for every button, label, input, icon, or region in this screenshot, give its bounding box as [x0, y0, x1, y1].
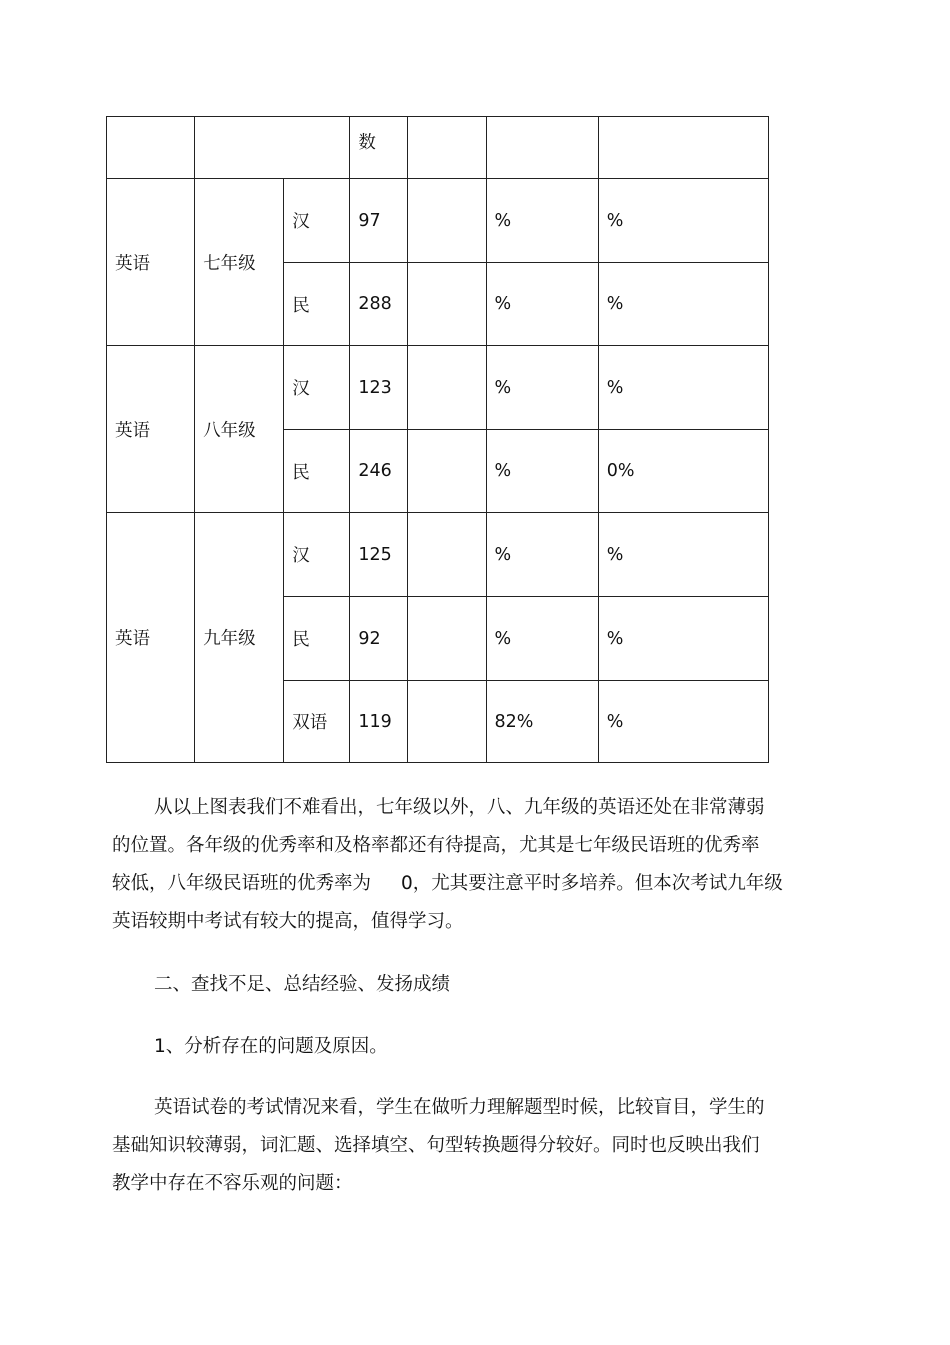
- rate-cell: 82%: [486, 681, 598, 763]
- rate-cell: 0%: [598, 430, 768, 513]
- table-cell: [107, 117, 195, 179]
- count-cell: 97: [350, 179, 408, 263]
- class-cell: 民: [284, 263, 350, 346]
- subsection-heading: 1、分析存在的问题及原因。: [154, 1036, 388, 1057]
- subject-cell: 英语: [107, 346, 195, 513]
- paragraph-line: 从以上图表我们不难看出，七年级以外，八、九年级的英语还处在非常薄弱: [154, 797, 765, 818]
- rate-cell: [408, 179, 486, 263]
- paragraph-line: 教学中存在不容乐观的问题：: [112, 1173, 353, 1194]
- subject-cell: 英语: [107, 513, 195, 763]
- class-cell: 民: [284, 430, 350, 513]
- paragraph-line: [112, 865, 812, 903]
- rate-cell: %: [486, 513, 598, 597]
- rate-cell: [408, 681, 486, 763]
- paragraph-text: 0，尤其要注意平时多培养。但本次考试九年级: [401, 873, 783, 894]
- count-cell: 92: [350, 597, 408, 681]
- rate-cell: %: [486, 346, 598, 430]
- count-cell: 246: [350, 430, 408, 513]
- paragraph-line: 的位置。各年级的优秀率和及格率都还有待提高，尤其是七年级民语班的优秀率: [112, 835, 760, 856]
- class-cell: 汉: [284, 179, 350, 263]
- subject-cell: 英语: [107, 179, 195, 346]
- count-cell: 288: [350, 263, 408, 346]
- class-cell: 汉: [284, 513, 350, 597]
- rate-cell: %: [598, 681, 768, 763]
- rate-cell: [408, 430, 486, 513]
- table-cell: [598, 117, 768, 179]
- paragraph-line: 英语较期中考试有较大的提高，值得学习。: [112, 911, 464, 932]
- table-row: [107, 179, 769, 263]
- rate-cell: %: [598, 346, 768, 430]
- table-cell: [486, 117, 598, 179]
- rate-cell: %: [598, 597, 768, 681]
- grade-cell: 九年级: [195, 513, 284, 763]
- count-cell: 119: [350, 681, 408, 763]
- paragraph-line: 基础知识较薄弱，词汇题、选择填空、句型转换题得分较好。同时也反映出我们: [112, 1135, 760, 1156]
- class-cell: 汉: [284, 346, 350, 430]
- rate-cell: %: [598, 263, 768, 346]
- class-cell: 民: [284, 597, 350, 681]
- paragraph-text: 较低，八年级民语班的优秀率为: [112, 873, 372, 894]
- count-cell: 123: [350, 346, 408, 430]
- rate-cell: %: [486, 179, 598, 263]
- table-row: [107, 346, 769, 430]
- score-table: [106, 116, 769, 763]
- table-header-cell: 数: [350, 117, 408, 179]
- grade-cell: 七年级: [195, 179, 284, 346]
- paragraph-line: 英语试卷的考试情况来看，学生在做听力理解题型时候，比较盲目，学生的: [154, 1097, 765, 1118]
- rate-cell: %: [598, 513, 768, 597]
- class-cell: 双语: [284, 681, 350, 763]
- count-cell: 125: [350, 513, 408, 597]
- problem-paragraph: [112, 1089, 812, 1203]
- rate-cell: %: [486, 430, 598, 513]
- rate-cell: [408, 513, 486, 597]
- rate-cell: %: [598, 179, 768, 263]
- rate-cell: %: [486, 597, 598, 681]
- analysis-paragraph: [112, 789, 812, 941]
- rate-cell: [408, 263, 486, 346]
- table-header-row: [107, 117, 769, 179]
- rate-cell: %: [486, 263, 598, 346]
- table-row: [107, 513, 769, 597]
- rate-cell: [408, 346, 486, 430]
- rate-cell: [408, 597, 486, 681]
- section-heading: 二、查找不足、总结经验、发扬成绩: [154, 974, 451, 995]
- table-cell: [195, 117, 350, 179]
- table-cell: [408, 117, 486, 179]
- grade-cell: 八年级: [195, 346, 284, 513]
